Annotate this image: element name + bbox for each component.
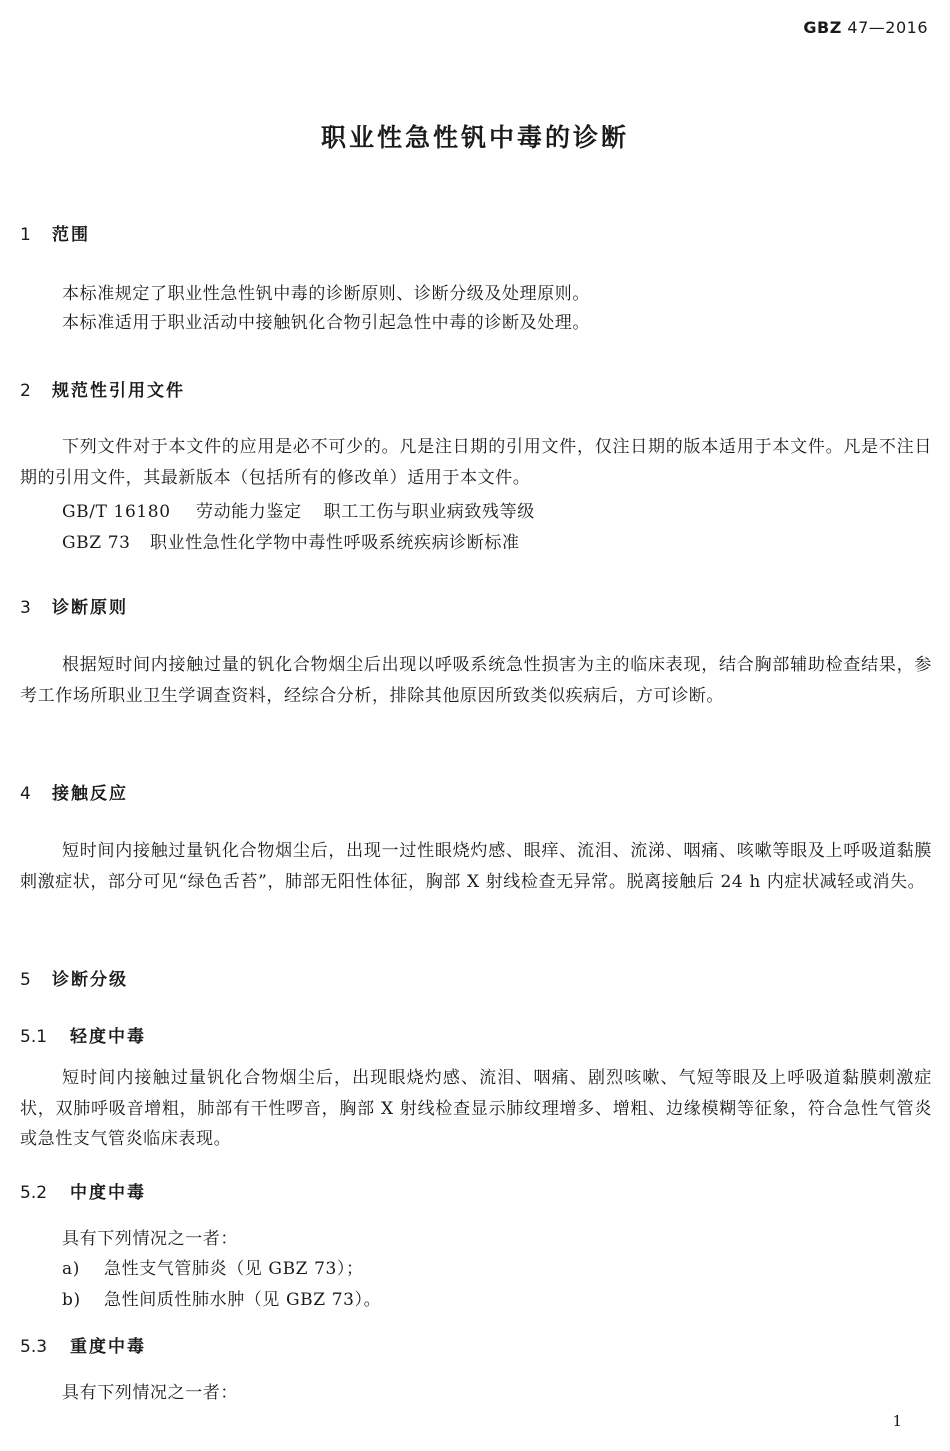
list-item bbox=[62, 1285, 381, 1310]
section-heading-scope bbox=[20, 220, 90, 245]
list-marker: a) bbox=[62, 1259, 80, 1279]
paragraph: 本标准规定了职业性急性钒中毒的诊断原则、诊断分级及处理原则。 bbox=[62, 284, 590, 304]
section-title: 规范性引用文件 bbox=[52, 381, 185, 401]
list-item-text: 急性支气管肺炎（见 GBZ 73）； bbox=[104, 1259, 364, 1279]
subsection-title: 轻度中毒 bbox=[70, 1027, 146, 1047]
paragraph: 具有下列情况之一者： bbox=[62, 1383, 238, 1403]
subsection-heading-mild bbox=[20, 1022, 146, 1047]
section-heading-diagnostic-principle bbox=[20, 593, 128, 618]
reference-item bbox=[62, 528, 520, 553]
reference-title: 职工工伤与职业病致残等级 bbox=[323, 502, 535, 522]
section-title: 诊断分级 bbox=[52, 970, 128, 990]
document-title: 职业性急性钒中毒的诊断 bbox=[320, 123, 629, 152]
paragraph: 根据短时间内接触过量的钒化合物烟尘后出现以呼吸系统急性损害为主的临床表现，结合胸部辅助检查结果，参考工作场所职业卫生学调查资料，经综合分析，排除其他原因所致类似疾病后，方可诊断。 bbox=[20, 655, 932, 706]
section-title: 诊断原则 bbox=[52, 598, 128, 618]
reference-code: GBZ 73 bbox=[62, 533, 131, 553]
page-number: 1 bbox=[892, 1412, 902, 1430]
section-heading-exposure-reaction bbox=[20, 779, 128, 804]
list-item-text: 急性间质性肺水肿（见 GBZ 73）。 bbox=[104, 1290, 382, 1310]
subsection-number: 5.2 bbox=[20, 1183, 48, 1203]
list-item bbox=[62, 1254, 364, 1279]
paragraph: 本标准适用于职业活动中接触钒化合物引起急性中毒的诊断及处理。 bbox=[62, 313, 590, 333]
subsection-number: 5.3 bbox=[20, 1337, 48, 1357]
list-marker: b) bbox=[62, 1290, 81, 1310]
paragraph: 短时间内接触过量钒化合物烟尘后，出现眼烧灼感、流泪、咽痛、剧烈咳嗽、气短等眼及上呼吸道黏膜刺激症状，双肺呼吸音增粗，肺部有干性啰音，胸部 X 射线检查显示肺纹理增多、增粗、边缘模糊等征象，符合急性气管炎或急性支气管炎临床表现。 bbox=[20, 1068, 932, 1149]
page-header bbox=[803, 18, 928, 37]
standard-code: GBZ bbox=[803, 18, 842, 37]
section-title: 接触反应 bbox=[52, 784, 128, 804]
paragraph: 短时间内接触过量钒化合物烟尘后，出现一过性眼烧灼感、眼痒、流泪、流涕、咽痛、咳嗽等眼及上呼吸道黏膜刺激症状，部分可见“绿色舌苔”，肺部无阳性体征，胸部 X 射线检查无异常。脱离接触后 24 h 内症状减轻或消失。 bbox=[20, 841, 932, 892]
subsection-number: 5.1 bbox=[20, 1027, 48, 1047]
section-number: 4 bbox=[20, 784, 31, 804]
section-heading-normative-references bbox=[20, 376, 185, 401]
paragraph: 下列文件对于本文件的应用是必不可少的。凡是注日期的引用文件，仅注日期的版本适用于本文件。凡是不注日期的引用文件，其最新版本（包括所有的修改单）适用于本文件。 bbox=[20, 437, 932, 488]
reference-item bbox=[62, 497, 535, 522]
section-number: 5 bbox=[20, 970, 31, 990]
standard-number: 47—2016 bbox=[847, 18, 928, 37]
reference-code: GB/T 16180 bbox=[62, 502, 171, 522]
subsection-heading-severe bbox=[20, 1332, 146, 1357]
subsection-title: 重度中毒 bbox=[70, 1337, 146, 1357]
section-number: 1 bbox=[20, 225, 31, 245]
subsection-heading-moderate bbox=[20, 1178, 146, 1203]
section-heading-diagnostic-classification bbox=[20, 965, 128, 990]
paragraph: 具有下列情况之一者： bbox=[62, 1229, 238, 1249]
section-title: 范围 bbox=[52, 225, 90, 245]
reference-title: 职业性急性化学物中毒性呼吸系统疾病诊断标准 bbox=[150, 533, 520, 553]
subsection-title: 中度中毒 bbox=[70, 1183, 146, 1203]
section-number: 2 bbox=[20, 381, 31, 401]
reference-title: 劳动能力鉴定 bbox=[196, 502, 302, 522]
section-number: 3 bbox=[20, 598, 31, 618]
